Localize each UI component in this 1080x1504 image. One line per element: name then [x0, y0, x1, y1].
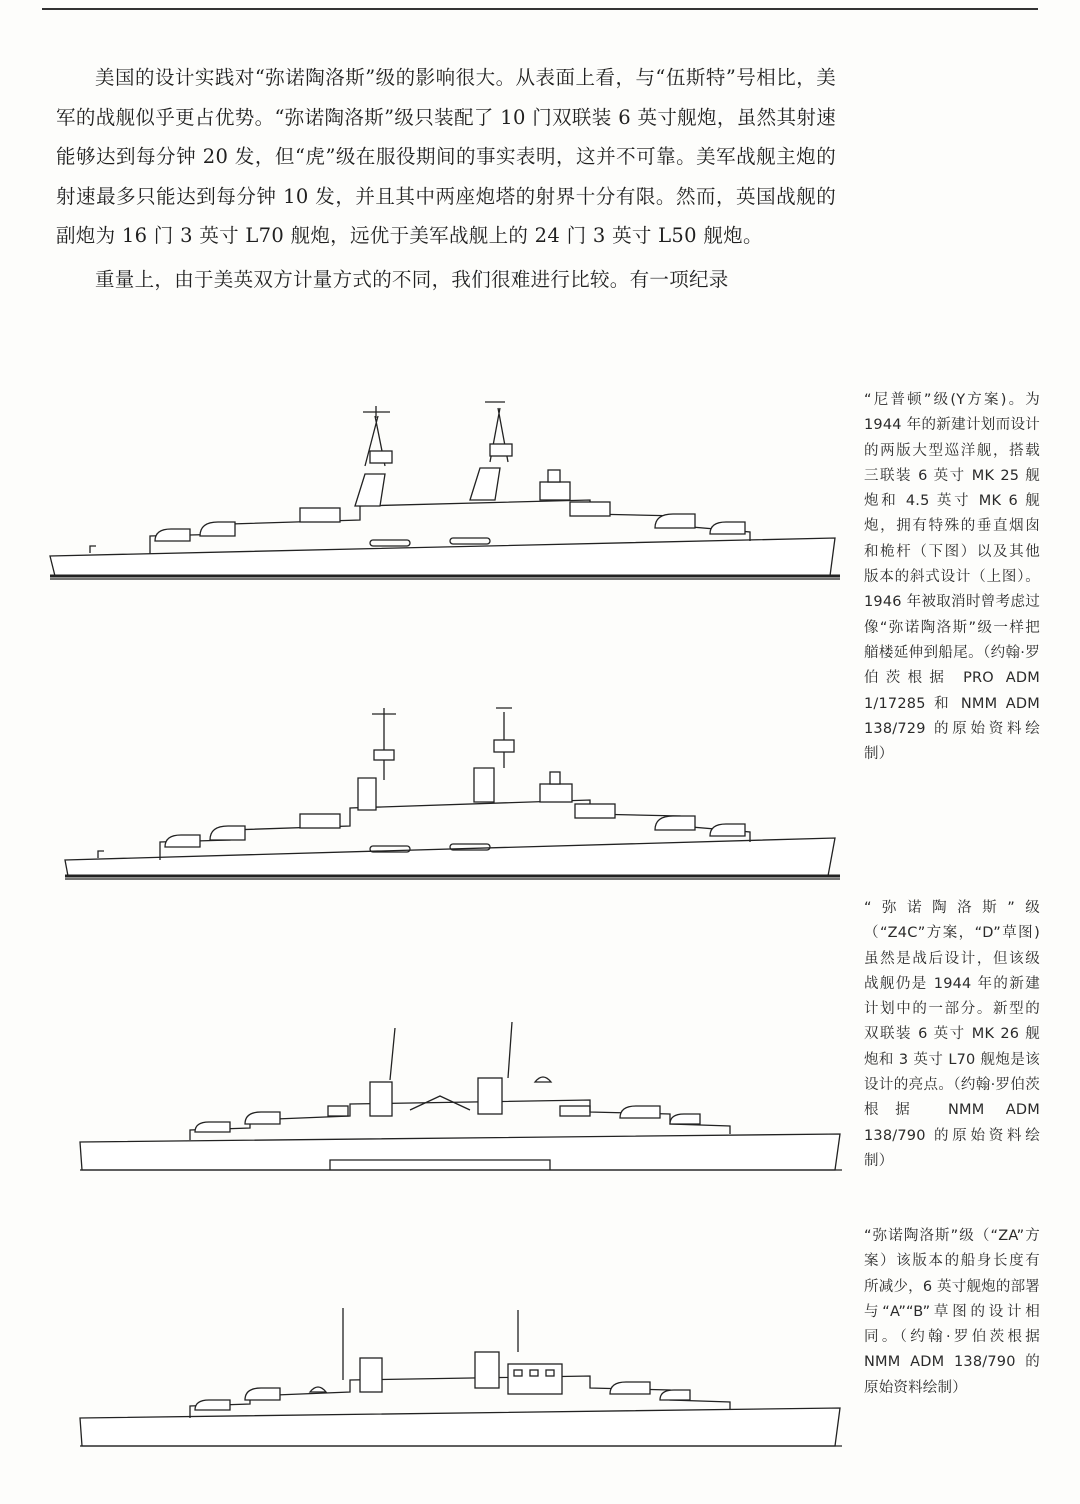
paragraph: 重量上，由于美英双方计量方式的不同，我们很难进行比较。有一项纪录	[95, 267, 729, 291]
figure-caption: “弥诺陶洛斯”级（“Z4C”方案，“D”草图)虽然是战后设计，但该级战舰仍是 1944 年的新建计划中的一部分。新型的双联装 6 英寸 MK 26 舰炮和 3 英寸 L70 舰炮是该设计的亮点。（约翰·罗伯茨根据 NMM ADM 138/790 的原始资料绘制）	[864, 900, 1040, 1169]
ship-drawing-minotaur-z4c	[30, 1020, 860, 1180]
ship-drawing-neptune-vertical	[30, 700, 860, 886]
body-text	[56, 58, 836, 299]
ship-drawing-minotaur-za	[30, 1300, 860, 1460]
paragraph: 美国的设计实践对“弥诺陶洛斯”级的影响很大。从表面上看，与“伍斯特”号相比，美军的战舰似乎更占优势。“弥诺陶洛斯”级只装配了 10 门双联装 6 英寸舰炮，虽然其射速能够达到每分钟 20 发，但“虎”级在服役期间的事实表明，这并不可靠。美军战舰主炮的射速最多只能达到每分钟 10 发，并且其中两座炮塔的射界十分有限。然而，英国战舰的副炮为 16 门 3 英寸 L70 舰炮，远优于美军战舰上的 24 门 3 英寸 L50 舰炮。	[56, 66, 836, 247]
top-rule	[42, 8, 1038, 10]
figure-caption: “弥诺陶洛斯”级（“ZA”方案）该版本的船身长度有所减少，6 英寸舰炮的部署与“A”“B”草图的设计相同。（约翰·罗伯茨根据 NMM ADM 138/790 的原始资料绘制）	[864, 1228, 1040, 1396]
ship-drawing-neptune-raked	[30, 396, 860, 588]
figure-caption: “尼普顿”级(Y方案)。为 1944 年的新建计划而设计的两版大型巡洋舰，搭载三联装 6 英寸 MK 25 舰炮和 4.5 英寸 MK 6 舰炮，拥有特殊的垂直烟囱和桅杆（下图）以及其他版本的斜式设计（上图）。1946 年被取消时曾考虑过像“弥诺陶洛斯”级一样把艏楼延伸到船尾。（约翰·罗伯茨根据 PRO ADM 1/17285 和 NMM ADM 138/729 的原始资料绘制）	[864, 392, 1040, 763]
